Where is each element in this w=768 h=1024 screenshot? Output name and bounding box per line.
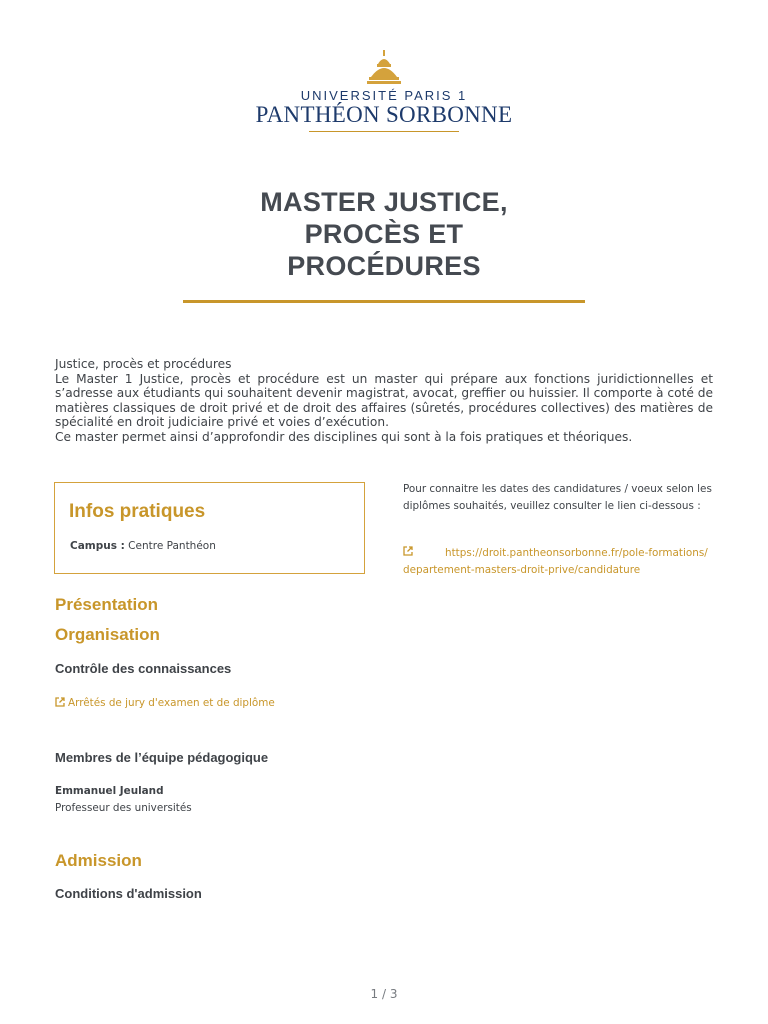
title-line-1: MASTER JUSTICE, [260, 187, 508, 217]
page-title [0, 186, 768, 282]
candidature-link[interactable] [403, 545, 723, 579]
university-logo [0, 50, 768, 132]
logo-university-line: UNIVERSITÉ PARIS 1 [300, 88, 468, 103]
campus-value: Centre Panthéon [128, 540, 216, 552]
intro-subtitle: Justice, procès et procédures [55, 357, 232, 371]
intro-paragraph-1: Le Master 1 Justice, procès et procédure est un master qui prépare aux fonctions juridictionnelles et s’adresse aux étudiants qui souhaitent devenir magistrat, avocat, greffier ou huissier. Il comporte à coté de matières classiques de droit privé et de droit des affaires (sûretés, procédures collectives) des matières de spécialité en droit judiciaire privé et voies d’exécution. [55, 371, 713, 430]
title-divider [183, 300, 585, 303]
heading-controle: Contrôle des connaissances [55, 661, 232, 676]
logo-underline [309, 131, 459, 132]
title-line-3: PROCÉDURES [287, 251, 481, 281]
section-admission: Admission [55, 851, 142, 870]
candidature-link-part-1[interactable]: https://droit.pantheonsorbonne.fr/pole-formations/ [445, 547, 708, 559]
section-presentation: Présentation [55, 595, 158, 614]
arretes-link[interactable] [55, 697, 275, 710]
title-line-2: PROCÈS ET [304, 219, 464, 249]
campus-info [70, 540, 216, 552]
external-link-icon [403, 545, 445, 562]
infos-title: Infos pratiques [69, 501, 206, 522]
page-number: 1 / 3 [370, 987, 398, 1001]
external-link-icon [55, 697, 65, 710]
heading-conditions: Conditions d'admission [55, 886, 202, 901]
heading-membres: Membres de l’équipe pédagogique [55, 750, 269, 765]
intro-text [55, 357, 713, 445]
candidature-text: Pour connaitre les dates des candidatures / voeux selon les diplômes souhaités, veuillez consulter le lien ci-dessous : [403, 483, 712, 512]
candidature-link-part-2[interactable]: departement-masters-droit-prive/candidature [403, 564, 641, 576]
infos-pratiques-box [54, 482, 365, 574]
member-role: Professeur des universités [55, 802, 192, 814]
pantheon-dome-icon [364, 50, 404, 86]
member-name: Emmanuel Jeuland [55, 785, 164, 797]
campus-label: Campus : [70, 540, 125, 552]
intro-paragraph-2: Ce master permet ainsi d’approfondir des disciplines qui sont à la fois pratiques et théoriques. [55, 429, 633, 444]
section-organisation: Organisation [55, 625, 160, 644]
logo-university-name: PANTHÉON SORBONNE [255, 102, 513, 127]
arretes-link-label[interactable]: Arrêtés de jury d'examen et de diplôme [68, 697, 275, 709]
